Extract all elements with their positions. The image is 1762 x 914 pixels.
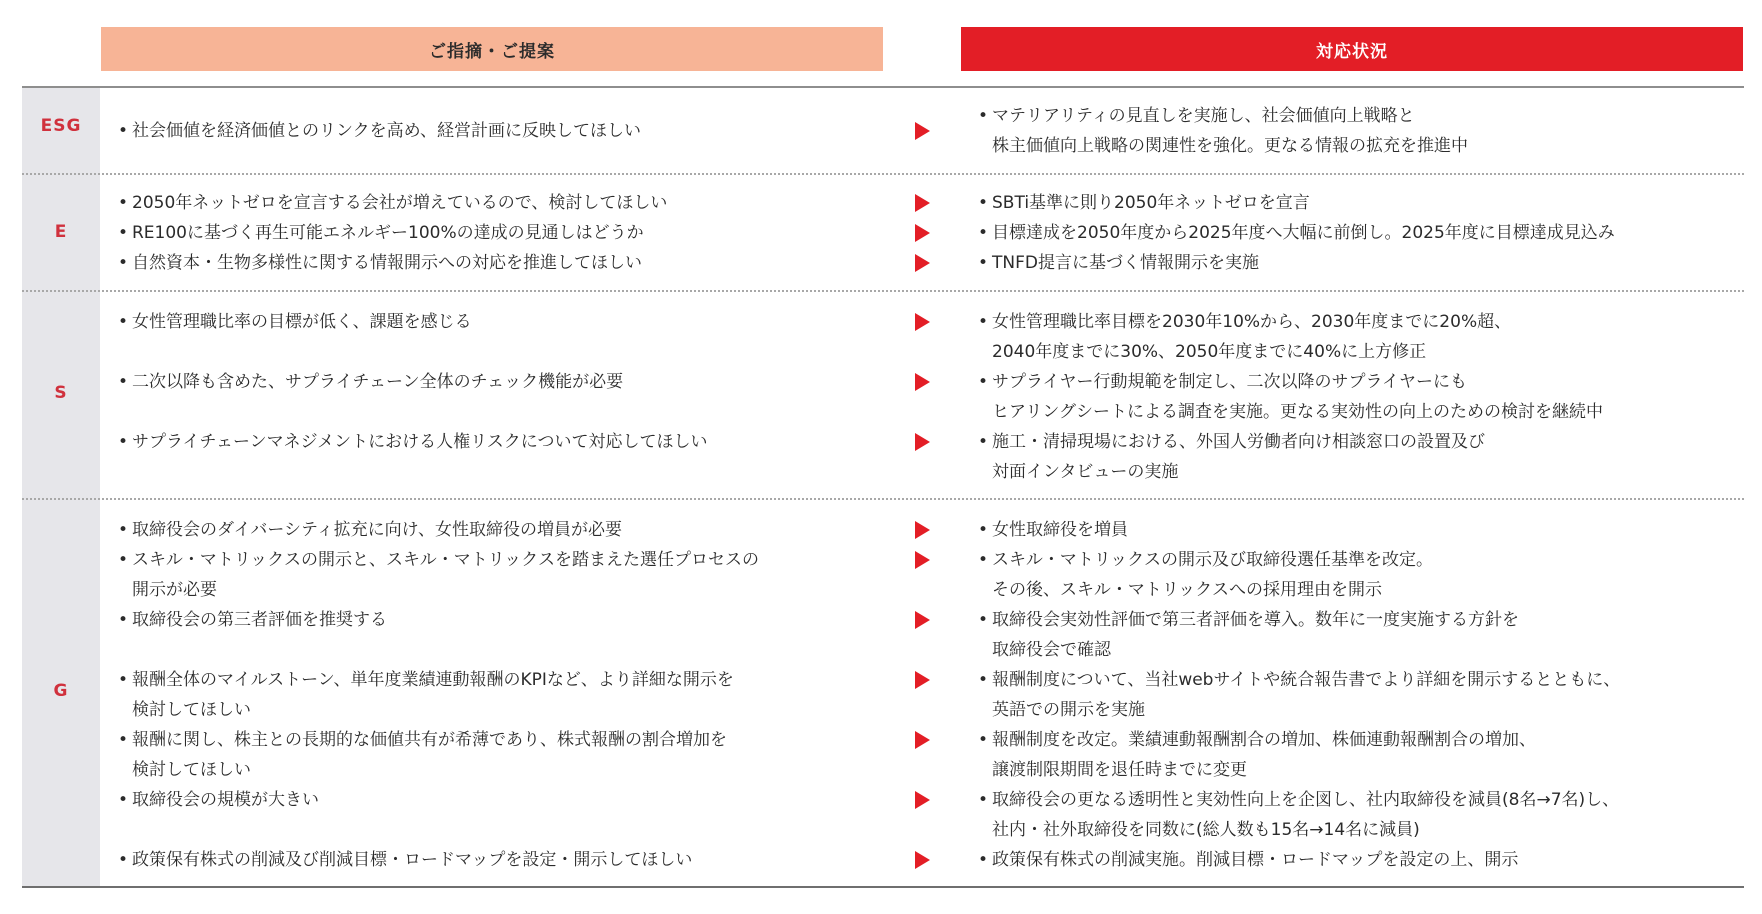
bullet-icon: •	[118, 312, 129, 332]
suggestion-text: • 報酬全体のマイルストーン、単年度業績連動報酬のKPIなど、より詳細な開示を 検討してほしい	[118, 665, 734, 725]
suggestion-text: • 取締役会の第三者評価を推奨する	[118, 605, 387, 635]
response-text: • 報酬制度を改定。業績連動報酬割合の増加、株価連動報酬割合の増加、 譲渡制限期間を退任時までに変更	[978, 725, 1536, 785]
bullet-icon: •	[978, 372, 989, 392]
table-bottom-border	[22, 886, 1744, 888]
suggestion-text: • 政策保有株式の削減及び削減目標・ロードマップを設定・開示してほしい	[118, 845, 692, 875]
suggestion-text: • 2050年ネットゼロを宣言する会社が増えているので、検討してほしい	[118, 188, 667, 218]
bullet-icon: •	[978, 730, 989, 750]
bullet-icon: •	[978, 550, 989, 570]
category-label: ESG	[40, 116, 82, 136]
triangle-right-icon	[915, 851, 930, 869]
triangle-right-icon	[915, 254, 930, 272]
response-text: • 女性管理職比率目標を2030年10%から、2030年度までに20%超、 2040年度までに30%、2050年度までに40%に上方修正	[978, 307, 1511, 367]
suggestion-text: • スキル・マトリックスの開示と、スキル・マトリックスを踏まえた選任プロセスの 開示が必要	[118, 545, 759, 605]
section-g	[22, 500, 1744, 886]
bullet-icon: •	[978, 610, 989, 630]
triangle-right-icon	[915, 731, 930, 749]
response-text: • TNFD提言に基づく情報開示を実施	[978, 248, 1259, 278]
bullet-icon: •	[978, 193, 989, 213]
suggestions-column-header: ご指摘・ご提案	[101, 27, 883, 71]
bullet-icon: •	[118, 790, 129, 810]
bullet-icon: •	[978, 223, 989, 243]
response-text: • 取締役会の更なる透明性と実効性向上を企図し、社内取締役を減員(8名→7名)し、 社内・社外取締役を同数に(総人数も15名→14名に減員)	[978, 785, 1619, 845]
bullet-icon: •	[118, 520, 129, 540]
suggestion-text: • 社会価値を経済価値とのリンクを高め、経営計画に反映してほしい	[118, 116, 641, 146]
suggestion-text: • 取締役会の規模が大きい	[118, 785, 319, 815]
bullet-icon: •	[978, 253, 989, 273]
triangle-right-icon	[915, 373, 930, 391]
responses-column-header: 対応状況	[961, 27, 1743, 71]
triangle-right-icon	[915, 224, 930, 242]
section-e	[22, 175, 1744, 292]
response-text: • スキル・マトリックスの開示及び取締役選任基準を改定。 その後、スキル・マトリックスへの採用理由を開示	[978, 545, 1433, 605]
triangle-right-icon	[915, 313, 930, 331]
bullet-icon: •	[118, 550, 129, 570]
bullet-icon: •	[978, 432, 989, 452]
bullet-icon: •	[118, 372, 129, 392]
bullet-icon: •	[118, 730, 129, 750]
bullet-icon: •	[978, 312, 989, 332]
triangle-right-icon	[915, 521, 930, 539]
triangle-right-icon	[915, 791, 930, 809]
category-label: G	[53, 681, 69, 701]
bullet-icon: •	[118, 850, 129, 870]
category-label: S	[54, 383, 68, 403]
bullet-icon: •	[978, 790, 989, 810]
triangle-right-icon	[915, 551, 930, 569]
triangle-right-icon	[915, 194, 930, 212]
bullet-icon: •	[118, 121, 129, 141]
category-label: E	[54, 222, 68, 242]
bullet-icon: •	[978, 670, 989, 690]
response-text: • 女性取締役を増員	[978, 515, 1128, 545]
response-text: • 政策保有株式の削減実施。削減目標・ロードマップを設定の上、開示	[978, 845, 1518, 875]
suggestion-text: • 取締役会のダイバーシティ拡充に向け、女性取締役の増員が必要	[118, 515, 622, 545]
bullet-icon: •	[118, 193, 129, 213]
response-text: • 目標達成を2050年度から2025年度へ大幅に前倒し。2025年度に目標達成見込み	[978, 218, 1615, 248]
response-text: • 施工・清掃現場における、外国人労働者向け相談窓口の設置及び 対面インタビューの実施	[978, 427, 1485, 487]
suggestion-text: • 報酬に関し、株主との長期的な価値共有が希薄であり、株式報酬の割合増加を 検討してほしい	[118, 725, 727, 785]
section-esg	[22, 88, 1744, 175]
suggestion-text: • 二次以降も含めた、サプライチェーン全体のチェック機能が必要	[118, 367, 623, 397]
bullet-icon: •	[118, 432, 129, 452]
response-text: • マテリアリティの見直しを実施し、社会価値向上戦略と 株主価値向上戦略の関連性を強化。更なる情報の拡充を推進中	[978, 101, 1468, 161]
response-text: • サプライヤー行動規範を制定し、二次以降のサプライヤーにも ヒアリングシートによる調査を実施。更なる実効性の向上のための検討を継続中	[978, 367, 1603, 427]
bullet-icon: •	[978, 520, 989, 540]
bullet-icon: •	[118, 223, 129, 243]
triangle-right-icon	[915, 433, 930, 451]
bullet-icon: •	[118, 253, 129, 273]
response-text: • SBTi基準に則り2050年ネットゼロを宣言	[978, 188, 1310, 218]
triangle-right-icon	[915, 611, 930, 629]
suggestion-text: • 女性管理職比率の目標が低く、課題を感じる	[118, 307, 472, 337]
bullet-icon: •	[118, 670, 129, 690]
bullet-icon: •	[118, 610, 129, 630]
bullet-icon: •	[978, 106, 989, 126]
suggestion-text: • RE100に基づく再生可能エネルギー100%の達成の見通しはどうか	[118, 218, 644, 248]
bullet-icon: •	[978, 850, 989, 870]
section-s	[22, 292, 1744, 500]
response-text: • 報酬制度について、当社webサイトや統合報告書でより詳細を開示するとともに、 英語での開示を実施	[978, 665, 1620, 725]
triangle-right-icon	[915, 122, 930, 140]
suggestion-text: • 自然資本・生物多様性に関する情報開示への対応を推進してほしい	[118, 248, 642, 278]
suggestion-text: • サプライチェーンマネジメントにおける人権リスクについて対応してほしい	[118, 427, 707, 457]
triangle-right-icon	[915, 671, 930, 689]
response-text: • 取締役会実効性評価で第三者評価を導入。数年に一度実施する方針を 取締役会で確認	[978, 605, 1519, 665]
